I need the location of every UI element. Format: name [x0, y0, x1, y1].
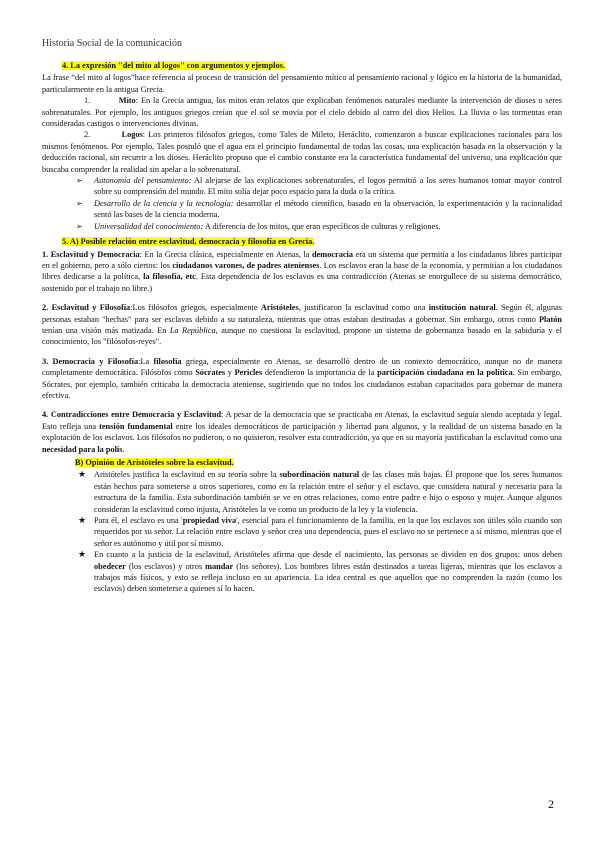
point-democracia-filosofia: 3. Democracia y Filosofía:La filosofía griega, especialmente en Atenas, se desarrolló dentro de un contexto democrático, aunque no de manera completamente democrática. Filósofos como Sócrates y Pericles defendieron la importancia de la participación ciudadana en la política. Sin embargo, Sócrates, por ejemplo, también criticaba la democracia ateniense, sugiriendo que no todos los ciudadanos estaban capacitados para gobernar de manera efectiva. — [42, 356, 563, 400]
arrow-bullet-icon: ➢ — [76, 198, 83, 208]
section-4-heading: 4. La expresión "del mito al logos" con argumentos y ejemplos. — [62, 61, 285, 70]
point-esclavitud-democracia: 1. Esclavitud y Democracia: En la Grecia clásica, especialmente en Atenas, la democracia era un sistema que permitía a los ciudadanos libres participar en el gobierno, pero a sólo ciertos: los ciudadanos varones, de padres atenienses. Los esclavos eran la base de la economía, y permitían a los ciudadanos libres dedicarse a la política, la filosofía, etc. Esta dependencia de los esclavos es una contradicción (Atenas se enorgullece de su sistema democrático, sostenido por el trabajo no libre.) — [42, 249, 563, 293]
star-bullet-icon: ★ — [78, 515, 87, 526]
star-bullet-icon: ★ — [78, 549, 87, 560]
list-item: ★ Para él, el esclavo es una 'propiedad viva', esencial para el funcionamiento de la familia, en la que los esclavos son útiles sólo cuando son requeridos por su señor. La relación entre esclavo y señor crea una dependencia, pues el esclavo no se pertenece a sí mismo, mientras que el señor es autónomo y útil por sí mismo. — [78, 515, 562, 548]
list-item: ★ Aristóteles justifica la esclavitud en su teoría sobre la subordinación natural de las clases más bajas. Él propone que los seres humanos están hechos para someterse a otros superiores, como en la relación entre el señor y el esclavo, que considera natural y necesaria para la estructura de la familia. Esta subordinación también se ve en otras relaciones, como entre padre e hijo o esposo y mujer. Aunque algunos consideran la esclavitud como injusta, Aristóteles la ve como un producto de la ley y la violencia. — [78, 469, 562, 514]
list-item: ★ En cuanto a la justicia de la esclavitud, Aristóteles afirma que desde el nacimiento, las personas se dividen en dos grupos: unos deben obedecer (los esclavos) y otros mandar (los señores). Los hombres libres están destinados a tareas ligeras, mientras que los esclavos a trabajos más físicos, y esto se refleja incluso en su apariencia. La idea central es que aquellos que no comprenden la razón (como los esclavos) deben someterse a quienes sí lo hacen. — [78, 549, 562, 594]
running-header: Historia Social de la comunicación — [42, 38, 182, 49]
logos-paragraph: 2. Logos: Los primeros filósofos griegos, como Tales de Mileto, Heráclito, comenzaron a buscar explicaciones racionales para los mismos fenómenos. Por ejemplo, Tales postuló que el agua era el principio fundamental de todas las cosas, una explicación basada en la observación y la deducción racional, sin recurrir a los dioses. Heráclito propuso que el cambio constante era la característica fundamental del universo, una explicación que buscaba comprender la realidad sin apelar a lo sobrenatural. — [42, 130, 562, 174]
point-esclavitud-filosofia: 2. Esclavitud y Filosofía:Los filósofos griegos, especialmente Aristóteles, justificaron la esclavitud como una institución natural. Según él, algunas personas estaban "hechas" para ser esclavas debido a su naturaleza, mientras que otras estaban destinadas a gobernar. Sin embargo, otros como Platón tenían una visión más matizada. En La República, aunque no cuestiona la esclavitud, propone un sistema de gobernanza basado en la sabiduría y el conocimiento, los "filósofos-reyes". — [42, 303, 563, 347]
star-bullet-icon: ★ — [78, 469, 87, 480]
arrow-bullet-icon: ➢ — [76, 176, 83, 186]
page-number: 2 — [548, 797, 554, 811]
list-item: ➢ Universalidad del conocimiento: A diferencia de los mitos, que eran específicos de culturas y religiones. — [76, 221, 441, 231]
point-contradicciones: 4. Contradicciones entre Democracia y Esclavitud: A pesar de la democracia que se practicaba en Atenas, la esclavitud seguía siendo aceptada y legal. Esto refleja una tensión fundamental entre los ideales democráticos de participación y libertad para algunos, y la realidad de un sistema basado en la explotación de los esclavos. Los filósofos no pudieron, o no quisieron, resolver esta contradicción, ya que en su mayoría justificaban la esclavitud como una necesidad para la polis. — [42, 410, 562, 454]
document-body — [42, 60, 562, 595]
mito-paragraph: 1. Mito: En la Grecia antigua, los mitos eran relatos que explicaban fenómenos naturales mediante la intervención de dioses o seres sobrenaturales. Por ejemplo, los antiguos griegos creían que el sol se movía por el cielo debido al carro del dios Helios. La lluvia o las tormentas eran consideradas castigos o intervenciones divinas. — [42, 96, 562, 129]
section-4-intro: La frase “del mito al logos”hace referencia al proceso de transición del pensamiento mítico al pensamiento racional y lógico en la historia de la humanidad, particularmente en la antigua Grecia. — [42, 73, 562, 94]
logos-consequences-list — [42, 175, 562, 232]
arrow-bullet-icon: ➢ — [76, 221, 83, 231]
section-b-heading: B) Opinión de Aristóteles sobre la esclavitud. — [75, 458, 234, 467]
list-item: ➢ Autonomía del pensamiento: Al alejarse de las explicaciones sobrenaturales, el logos permitió a los seres humanos tomar mayor control sobre su comprensión del mundo. El mito solía dejar poco espacio para la duda o la crítica. — [76, 176, 562, 197]
aristoteles-list — [42, 469, 562, 594]
section-5-heading: 5. A) Posible relación entre esclavitud, democracia y filosofía en Grecia. — [62, 237, 315, 247]
list-item: ➢ Desarrollo de la ciencia y la tecnología: desarrollar el método científico, basado en la observación, la experimentación y la racionalidad sentó las bases de la ciencia moderna. — [76, 198, 562, 220]
